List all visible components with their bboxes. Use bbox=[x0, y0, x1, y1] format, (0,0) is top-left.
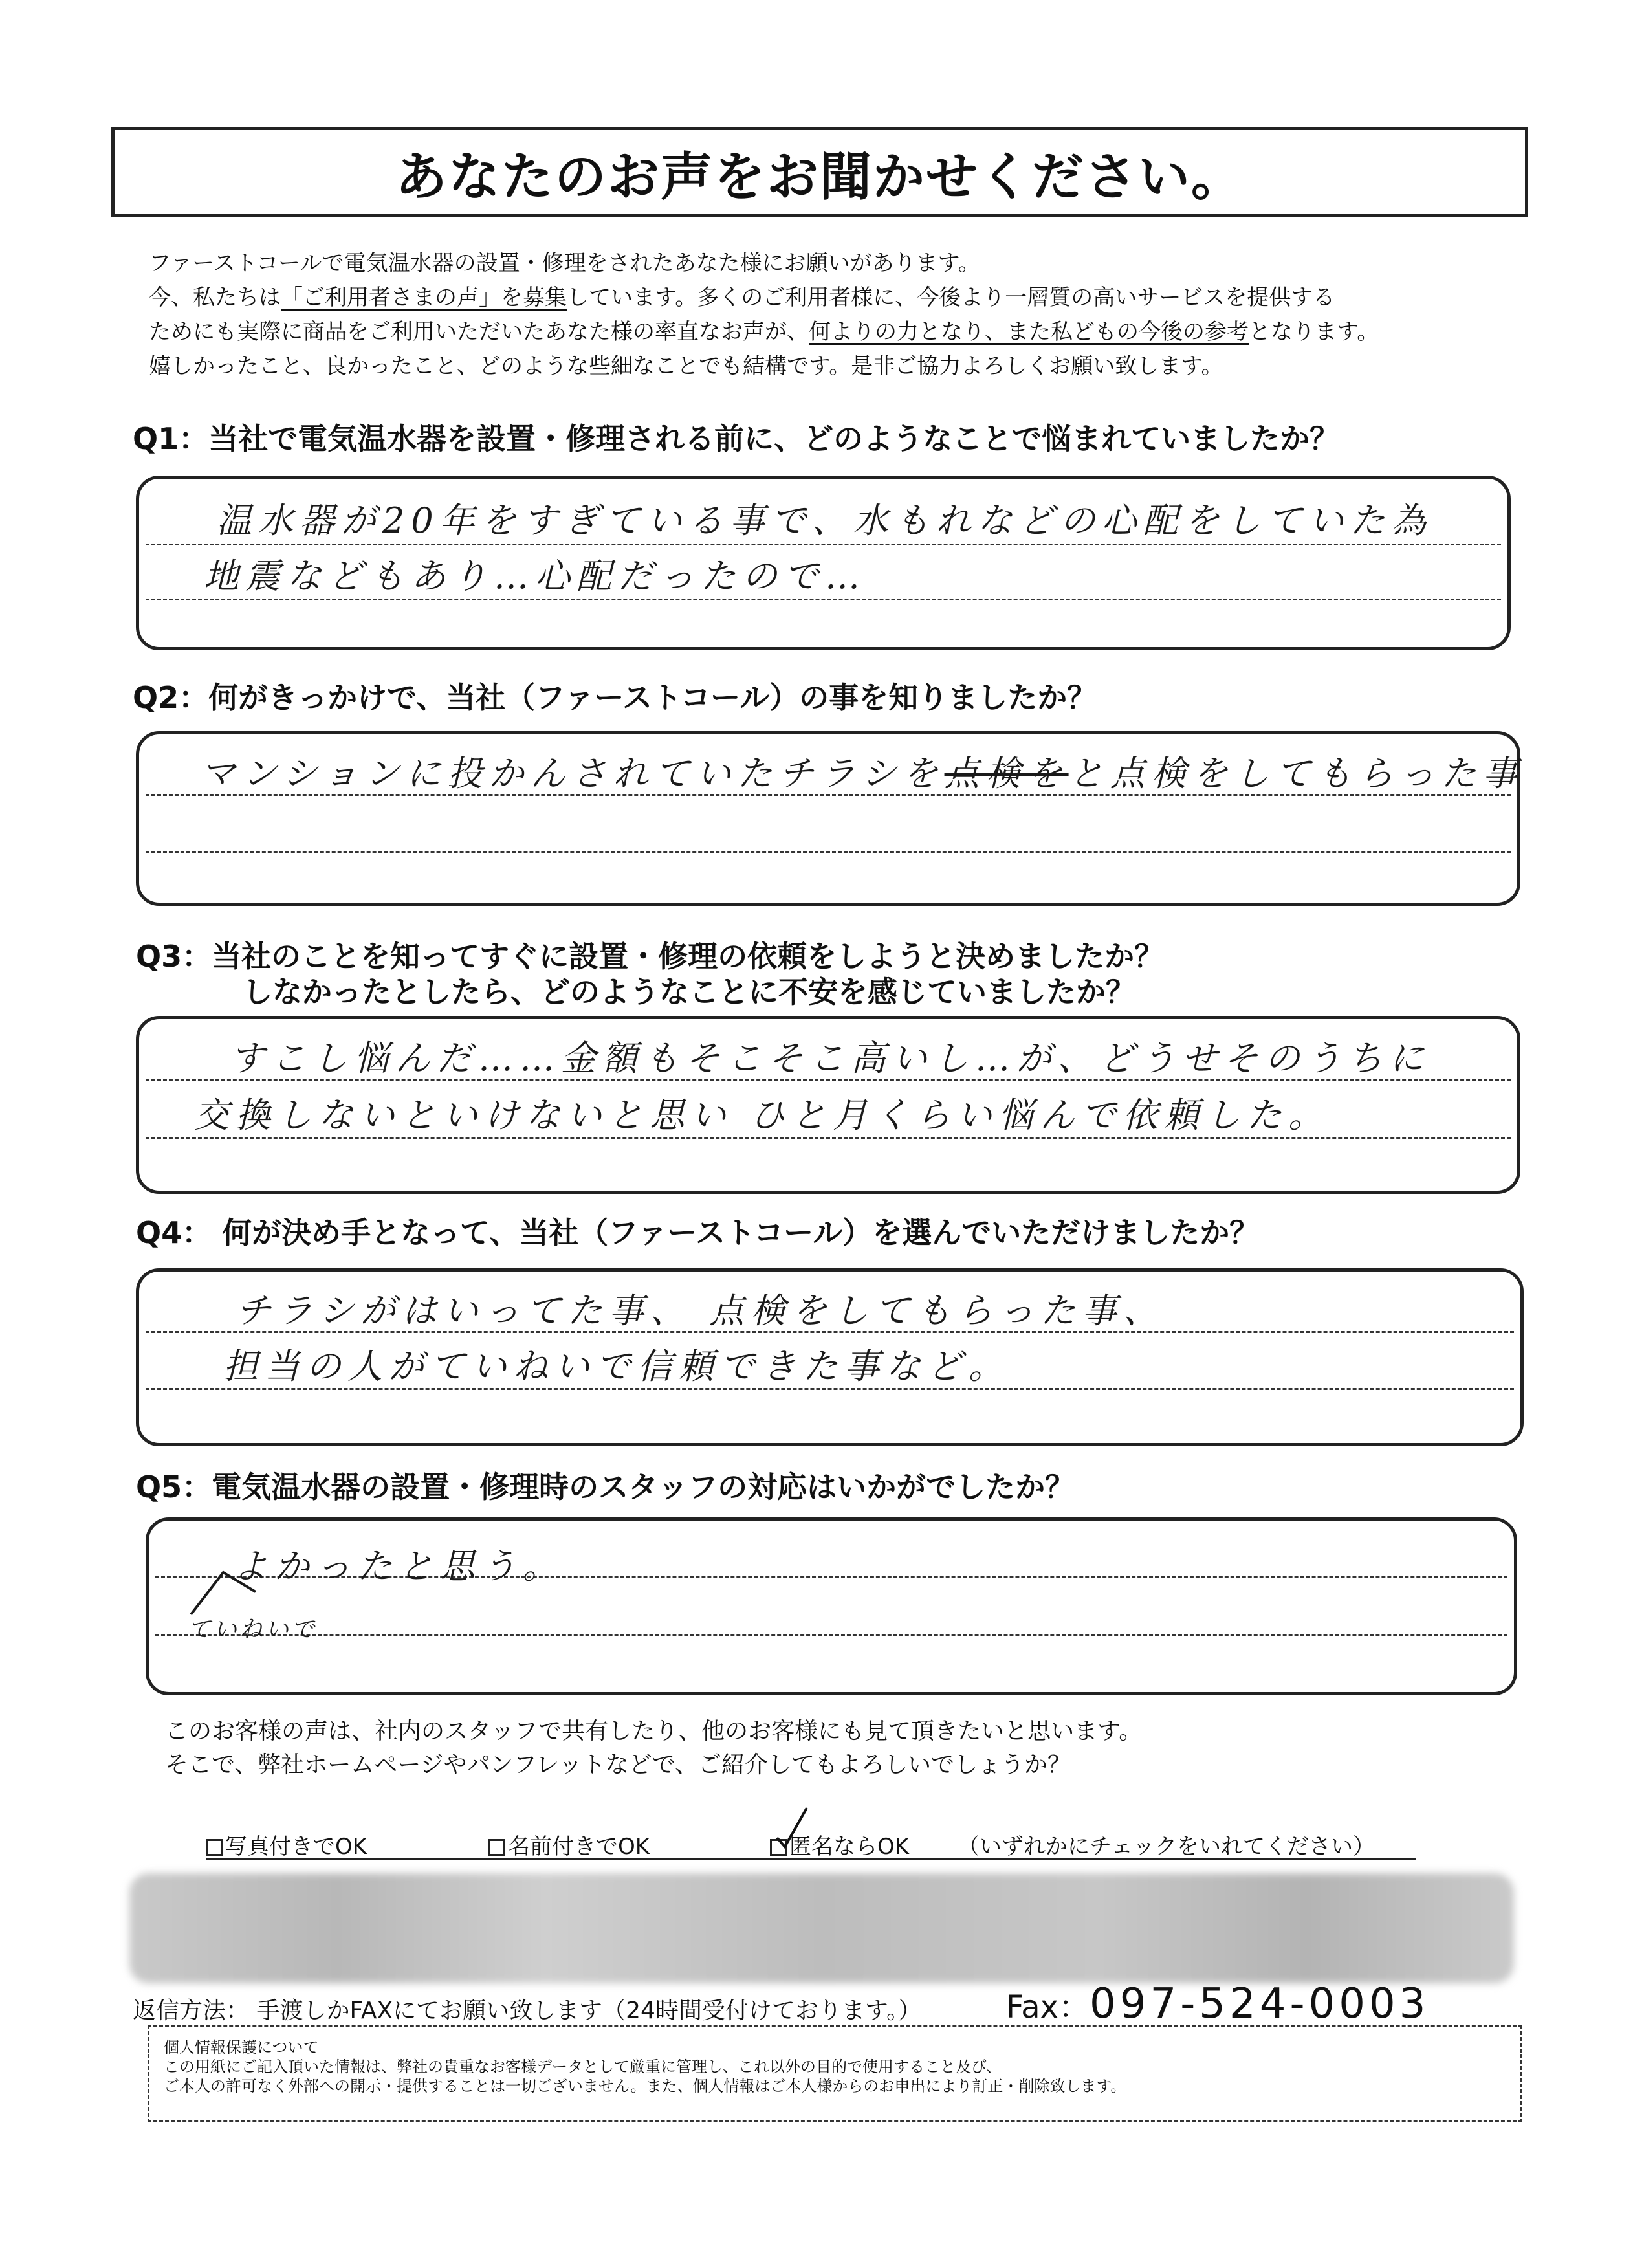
q1-label: Q1：当社で電気温水器を設置・修理される前に、どのようなことで悩まれていましたか？ bbox=[133, 421, 1340, 456]
q3-label-line-1: Q3：当社のことを知ってすぐに設置・修理の依頼をしようと決めましたか？ bbox=[136, 939, 1165, 974]
q3-answer-box[interactable] bbox=[136, 1016, 1520, 1194]
q1-answer-box[interactable] bbox=[136, 476, 1511, 650]
page-title: あなたのお声をお聞かせください。 bbox=[395, 146, 1244, 207]
blurred-customer-info bbox=[129, 1873, 1514, 1983]
privacy-box bbox=[148, 2025, 1522, 2122]
check-mark-icon bbox=[773, 1805, 812, 1851]
intro-line-2-a: 今、私たちは bbox=[149, 285, 281, 311]
intro-line-2-b: しています。多くのご利用者様に、今後より一層質の高いサービスを提供する bbox=[567, 285, 1335, 311]
reply-method: 返信方法： 手渡しかFAXにてお願い致します（24時間受付けております。） bbox=[133, 1998, 922, 2024]
option-photo-label: 写真付きでOK bbox=[225, 1834, 367, 1860]
q4-answer-box[interactable] bbox=[136, 1268, 1524, 1446]
q2-answer-line-1 bbox=[201, 746, 1524, 796]
checkbox-name[interactable] bbox=[488, 1839, 505, 1856]
q1-answer-rule-2 bbox=[146, 599, 1501, 600]
q5-answer-line-1: よかったと思う。 bbox=[233, 1546, 564, 1587]
fax-label: Fax： bbox=[1006, 1989, 1090, 2025]
q4-answer-line-2: 担当の人がていねいで信頼できた事など。 bbox=[223, 1346, 1010, 1387]
q2-answer-a: マンションに投かんされていたチラシを bbox=[201, 753, 945, 794]
q1-answer-line-2: 地震などもあり…心配だったので… bbox=[204, 556, 866, 597]
q2-answer-b: と点検をしてもらった事 bbox=[1068, 753, 1524, 794]
intro-line-3-a: ためにも実際に商品をご利用いただいたあなた様の率直なお声が、 bbox=[149, 319, 809, 345]
q5-answer-insert: ていねいで bbox=[188, 1616, 318, 1643]
fax-number: 097-524-0003 bbox=[1090, 1980, 1430, 2028]
q3-answer-line-1: すこし悩んだ……金額もそこそこ高いし…が、どうせそのうちに bbox=[230, 1038, 1430, 1079]
q2-answer-rule-2 bbox=[146, 851, 1511, 853]
q5-answer-box[interactable] bbox=[146, 1517, 1517, 1695]
q2-answer-struck: 点検を bbox=[944, 753, 1069, 794]
q4-label: Q4： 何が決め手となって、当社（ファーストコール）を選んでいただけましたか？ bbox=[136, 1215, 1260, 1250]
consent-underline bbox=[206, 1858, 1416, 1860]
privacy-line-1: この用紙にご記入頂いた情報は、弊社の貴重なお客様データとして厳重に管理し、これ以外の目的で使用すること及び、 bbox=[164, 2058, 1002, 2076]
checkbox-photo[interactable] bbox=[206, 1839, 223, 1856]
consent-instruction: （いずれかにチェックをいれてください） bbox=[958, 1834, 1375, 1860]
title-box bbox=[111, 127, 1528, 217]
privacy-heading: 個人情報保護について bbox=[164, 2038, 319, 2056]
q1-answer-line-1: 温水器が20年をすぎている事で、水もれなどの心配をしていた為 bbox=[217, 500, 1433, 541]
consent-line-2: そこで、弊社ホームページやパンフレットなどで、ご紹介してもよろしいでしょうか？ bbox=[165, 1752, 1071, 1778]
fax-block bbox=[1006, 1980, 1430, 2028]
intro-line-3 bbox=[149, 321, 1379, 343]
q2-answer-box[interactable] bbox=[136, 731, 1524, 906]
option-anonymous-label: 匿名ならOK bbox=[789, 1834, 910, 1860]
intro-line-3-b: となります。 bbox=[1249, 319, 1379, 345]
q2-label: Q2：何がきっかけで、当社（ファーストコール）の事を知りましたか？ bbox=[133, 680, 1097, 715]
q4-answer-line-1: チラシがはいってた事、 点検をしてもらった事、 bbox=[236, 1290, 1165, 1331]
q5-label: Q5：電気温水器の設置・修理時のスタッフの対応はいかがでしたか？ bbox=[136, 1470, 1075, 1504]
intro-line-2 bbox=[149, 287, 1335, 309]
q1-answer-rule-1 bbox=[146, 544, 1501, 545]
intro-line-1: ファーストコールで電気温水器の設置・修理をされたあなた様にお願いがあります。 bbox=[149, 250, 980, 276]
intro-line-3-underlined: 何よりの力となり、また私どもの今後の参考 bbox=[809, 319, 1249, 345]
q3-answer-line-2: 交換しないといけないと思い ひと月くらい悩んで依頼した。 bbox=[194, 1095, 1330, 1136]
option-photo-ok[interactable] bbox=[206, 1829, 367, 1860]
intro-line-4: 嬉しかったこと、良かったこと、どのような些細なことでも結構です。是非ご協力よろしくお願い致します。 bbox=[149, 353, 1223, 379]
option-name-label: 名前付きでOK bbox=[508, 1834, 650, 1860]
consent-line-1: このお客様の声は、社内のスタッフで共有したり、他のお客様にも見て頂きたいと思います。 bbox=[165, 1718, 1143, 1745]
insert-caret-mark bbox=[188, 1566, 259, 1618]
q3-label-line-2: しなかったとしたら、どのようなことに不安を感じていましたか？ bbox=[243, 974, 1135, 1009]
q5-answer-rule-2 bbox=[155, 1634, 1507, 1636]
privacy-line-2: ご本人の許可なく外部への開示・提供することは一切ございません。また、個人情報はご本人様からのお申出により訂正・削除致します。 bbox=[164, 2077, 1126, 2095]
intro-line-2-underlined: 「ご利用者さまの声」を募集 bbox=[281, 285, 567, 311]
option-name-ok[interactable] bbox=[488, 1829, 650, 1860]
